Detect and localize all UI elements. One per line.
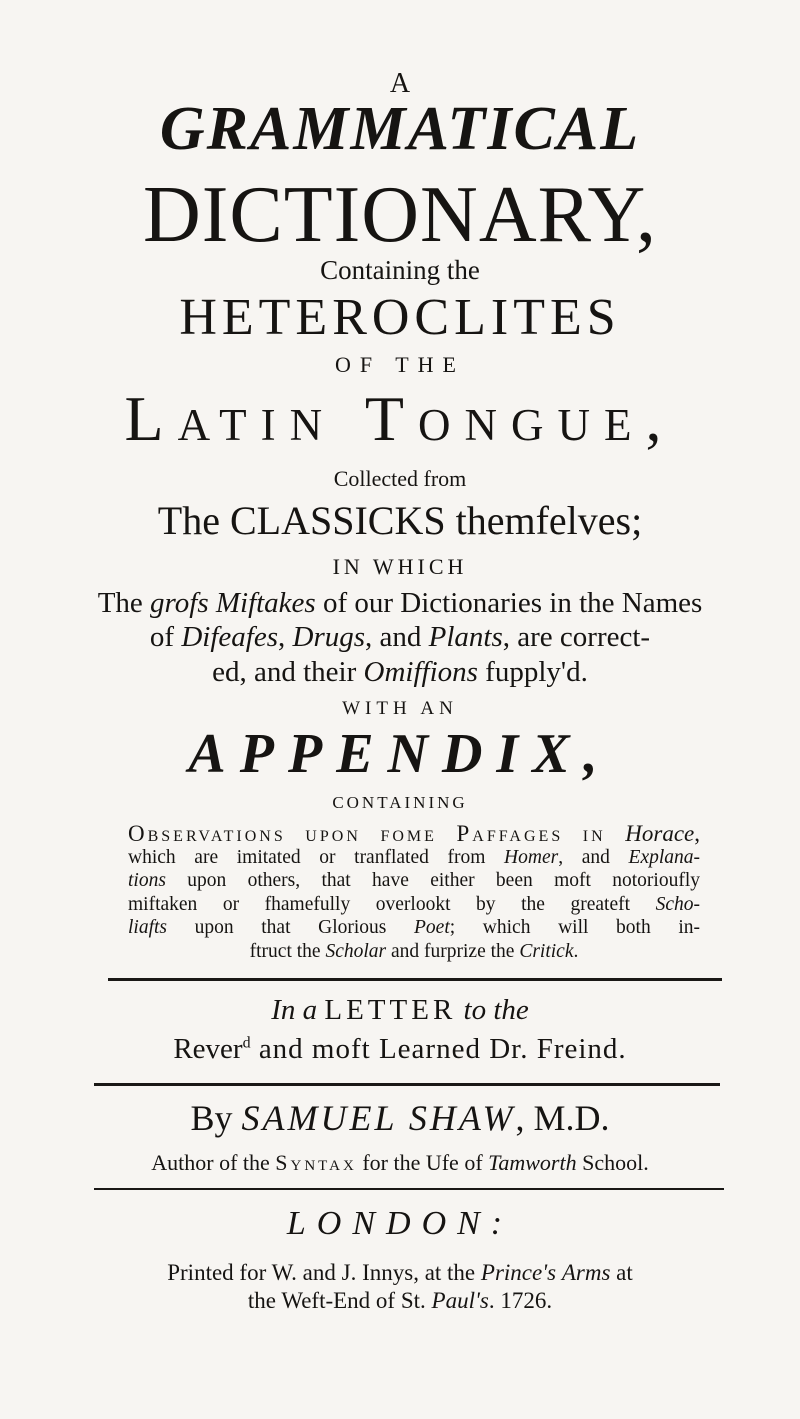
in-which: IN WHICH [332,554,468,579]
in-a-letter: In a LETTER to the [271,994,529,1026]
imprint-line-1: Printed for W. and J. Innys, at the Prince's Arms at [167,1260,633,1285]
the-classicks: The CLASSICKS themfelves; [157,498,643,543]
obs-line-4: miftaken or fhamefully overlookt by the greateft Scho- [128,893,700,915]
with-an: WITH AN [342,698,458,719]
obs-line-2: which are imitated or tranflated from Homer, and Explana- [128,846,701,868]
containing-the: Containing the [320,255,480,285]
observations-paragraph [128,822,700,963]
heteroclites: HETEROCLITES [179,289,621,346]
description-line-1: The grofs Miftakes of our Dictionaries in the Names [97,587,703,619]
divider-rule-3 [94,1188,724,1190]
title-dictionary: DICTIONARY, [142,171,657,259]
author-credentials: Author of the Syntax for the Ufe of Tamworth School. [151,1150,649,1175]
divider-rule-2 [94,1083,720,1086]
london: LONDON: [286,1205,514,1242]
imprint-line-2: the Weft-End of St. Paul's. 1726. [247,1288,553,1313]
appendix: APPENDIX, [188,723,612,785]
obs-line-1: Observations upon fome Paffages in Horace, [128,821,700,846]
description-line-3: ed, and their Omiffions fupply'd. [212,656,588,688]
obs-line-5: liafts upon that Glorious Poet; which will both in- [128,917,700,938]
obs-line-6: ftruct the Scholar and furprize the Critick. [249,940,579,962]
containing-caps: CONTAINING [332,793,468,812]
author-byline: By SAMUEL SHAW, M.D. [190,1098,610,1138]
divider-rule-1 [108,978,722,981]
article-a: A [389,68,411,99]
obs-line-3: tions upon others, that have either been moft notorioufly [128,870,700,891]
title-grammatical: GRAMMATICAL [159,95,641,163]
collected-from: Collected from [333,466,467,491]
reverend-dedication: Rever$^d$ and moft Learned Dr. Freind. [173,1033,627,1065]
latin-tongue: Latin Tongue, [124,383,676,454]
of-the: OF THE [335,352,465,377]
description-line-2: of Difeafes, Drugs, and Plants, are correct- [149,621,651,653]
